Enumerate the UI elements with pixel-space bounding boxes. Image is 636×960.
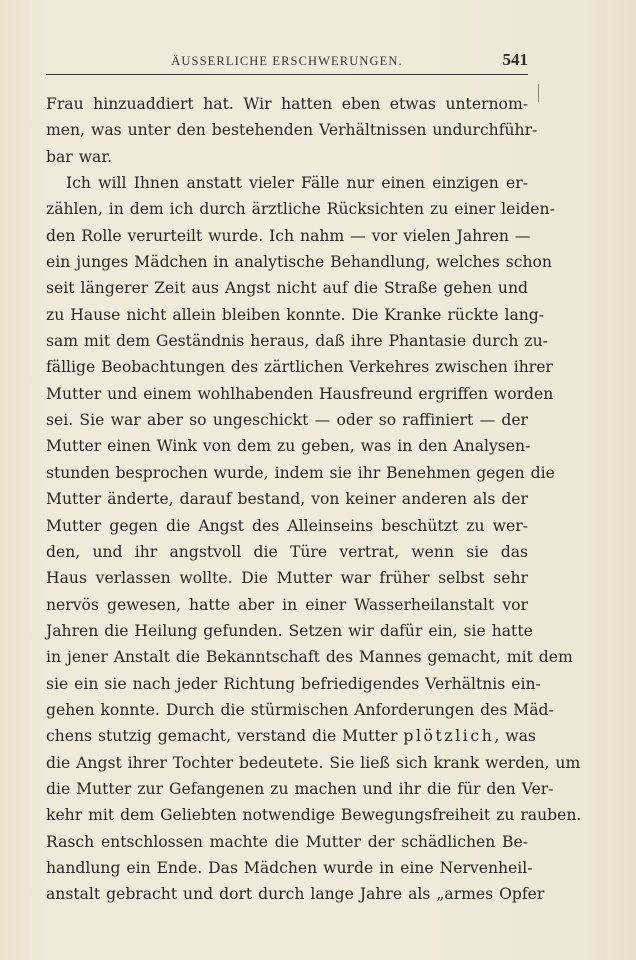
text-segment: , was [494, 727, 536, 746]
text-line: sie ein sie nach jeder Richtung befriedigendes Verhältnis ein- [46, 674, 541, 693]
text-line: zählen, in dem ich durch ärztliche Rücksichten zu einer leiden- [46, 200, 555, 219]
text-line: ein junges Mädchen in analytische Behandlung, welches schon [46, 253, 552, 272]
body-text [46, 91, 582, 908]
text-line: kehr mit dem Geliebten notwendige Bewegungsfreiheit zu rauben. [46, 806, 582, 825]
text-line: sam mit dem Geständnis heraus, daß ihre Phantasie durch zu- [46, 332, 548, 351]
text-line: in jener Anstalt die Bekanntschaft des Mannes gemacht, mit dem [46, 648, 573, 667]
text-line: Ich will Ihnen anstatt vieler Fälle nur einen einzigen er- [66, 174, 528, 193]
text-line: Mutter einen Wink von dem zu geben, was in den Analysen- [46, 437, 531, 456]
text-line: seit längerer Zeit aus Angst nicht auf die Straße gehen und [46, 279, 528, 298]
margin-mark [538, 84, 539, 102]
text-line: handlung ein Ende. Das Mädchen wurde in eine Nervenheil- [46, 858, 533, 877]
text-line: Mutter änderte, darauf bestand, von keiner anderen als der [46, 490, 528, 509]
text-line: stunden besprochen wurde, indem sie ihr Benehmen gegen die [46, 463, 555, 482]
header-rule [46, 74, 528, 75]
running-head: ÄUSSERLICHE ERSCHWERUNGEN. [171, 54, 403, 68]
text-line: anstalt gebracht und dort durch lange Jahre als „armes Opfer [46, 885, 545, 904]
text-line: den, und ihr angstvoll die Türe vertrat, wenn sie das [46, 542, 528, 561]
text-line: fällige Beobachtungen des zärtlichen Verkehres zwischen ihrer [46, 358, 553, 377]
text-line: den Rolle verurteilt wurde. Ich nahm — vor vielen Jahren — [46, 226, 531, 245]
text-line: die Angst ihrer Tochter bedeutete. Sie ließ sich krank werden, um [46, 753, 581, 772]
page-header [46, 50, 528, 74]
text-line: Mutter gegen die Angst des Alleinseins beschützt zu wer- [46, 516, 528, 535]
text-line: Frau hinzuaddiert hat. Wir hatten eben etwas unternom- [46, 95, 528, 113]
text-line: bar war. [46, 147, 113, 166]
text-line: men, was unter den bestehenden Verhältnissen undurchführ- [46, 121, 538, 140]
text-line: zu Hause nicht allein bleiben konnte. Die Kranke rückte lang- [46, 305, 545, 324]
text-segment: chens stutzig gemacht, verstand die Mutter [46, 727, 404, 746]
page-number: 541 [502, 50, 528, 69]
text-line: Jahren die Heilung gefunden. Setzen wir dafür ein, sie hatte [46, 621, 533, 640]
text-line: gehen konnte. Durch die stürmischen Anforderungen des Mäd- [46, 700, 554, 719]
text-line: nervös gewesen, hatte aber in einer Wasserheilanstalt vor [46, 595, 528, 614]
text-line: sei. Sie war aber so ungeschickt — oder so raffiniert — der [46, 411, 528, 430]
emphasized-word: plötzlich [403, 727, 495, 746]
text-line: Haus verlassen wollte. Die Mutter war früher selbst sehr [46, 569, 528, 588]
text-line: Rasch entschlossen machte die Mutter der schädlichen Be- [46, 832, 528, 851]
text-line-emphasis [46, 723, 536, 749]
text-line: Mutter und einem wohlhabenden Hausfreund ergriffen worden [46, 384, 554, 403]
text-line: die Mutter zur Gefangenen zu machen und ihr die für den Ver- [46, 779, 554, 798]
